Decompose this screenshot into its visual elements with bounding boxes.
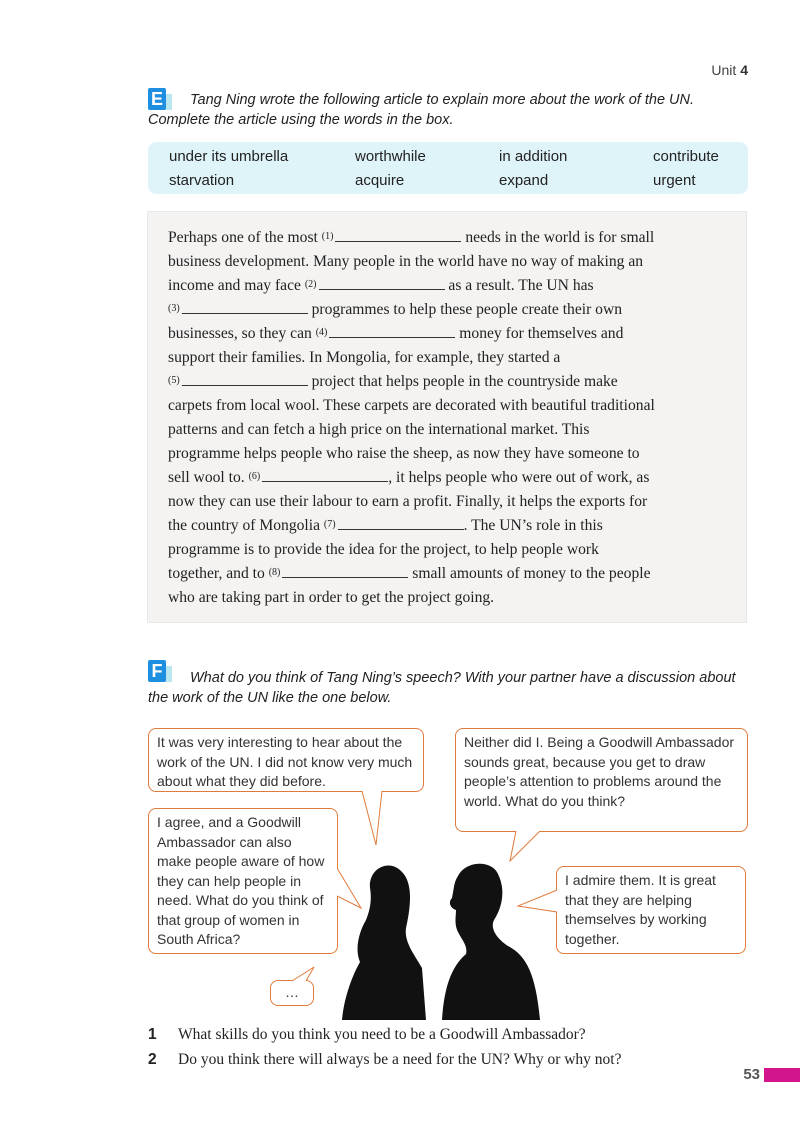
speech-bubble-1	[148, 728, 424, 792]
text: Perhaps one of the most	[168, 229, 318, 246]
text: programmes to help these people create their own	[311, 301, 623, 318]
question-text: What skills do you think you need to be a Goodwill Ambassador?	[178, 1026, 586, 1043]
word-item: contribute	[653, 148, 719, 165]
blank-7[interactable]	[338, 516, 464, 530]
instruction-line: Tang Ning wrote the following article to explain more about the work of the UN.	[190, 92, 695, 108]
page-accent-bar	[764, 1068, 800, 1082]
speech-bubble-5	[270, 980, 314, 1006]
text: carpets from local wool. These carpets are decorated with beautiful traditional	[168, 397, 655, 414]
word-item: under its umbrella	[169, 148, 289, 165]
text: now they can use their labour to earn a profit. Finally, it helps the exports for	[168, 493, 648, 510]
bubble-tail-5	[288, 966, 318, 982]
unit-label	[711, 62, 748, 78]
instruction-line: Complete the article using the words in the box.	[148, 112, 454, 128]
text: income and may face	[168, 277, 301, 294]
bubble-tail-3	[337, 868, 365, 912]
article-text	[168, 226, 728, 610]
text: programme helps people who raise the sheep, as now they have someone to	[168, 445, 640, 462]
blank-8[interactable]	[282, 564, 408, 578]
man-silhouette	[442, 864, 540, 1020]
question-number: 1	[148, 1026, 157, 1043]
section-e-letter: E	[150, 89, 163, 109]
text: , it helps people who were out of work, as	[388, 469, 650, 486]
blank-3[interactable]	[182, 300, 308, 314]
instruction-line: the work of the UN like the one below.	[148, 690, 392, 706]
blank-5[interactable]	[182, 372, 308, 386]
text: patterns and can fetch a high price on the international market. This	[168, 421, 590, 438]
section-f-letter: F	[151, 661, 163, 681]
word-item: worthwhile	[355, 148, 426, 165]
word-box	[148, 142, 748, 194]
instruction-line: What do you think of Tang Ning’s speech? With your partner have a discussion about	[190, 670, 736, 686]
word-item: in addition	[499, 148, 568, 165]
text: support their families. In Mongolia, for example, they started a	[168, 349, 561, 366]
speech-bubble-4	[556, 866, 746, 954]
text: businesses, so they can	[168, 325, 312, 342]
bubble-tail-4	[516, 890, 558, 922]
question-text: Do you think there will always be a need for the UN? Why or why not?	[178, 1051, 622, 1068]
unit-number: 4	[740, 62, 748, 78]
blank-number: (4)	[315, 327, 328, 338]
blank-6[interactable]	[262, 468, 388, 482]
blank-2[interactable]	[319, 276, 445, 290]
bubble-text: …	[285, 984, 299, 1000]
word-item: expand	[499, 172, 549, 189]
text: project that helps people in the countryside make	[311, 373, 618, 390]
bubble-tail-2	[506, 831, 546, 865]
blank-4[interactable]	[329, 324, 455, 338]
text: needs in the world is for small	[465, 229, 655, 246]
text: sell wool to.	[168, 469, 245, 486]
speech-bubble-3	[148, 808, 338, 954]
blank-number: (3)	[168, 303, 180, 314]
blank-number: (7)	[323, 519, 336, 530]
page-number: 53	[743, 1066, 760, 1083]
text: . The UN’s role in this	[463, 517, 603, 534]
question-number: 2	[148, 1051, 157, 1068]
word-item: urgent	[653, 172, 696, 189]
blank-1[interactable]	[335, 228, 461, 242]
blank-number: (6)	[248, 471, 261, 482]
bubble-tail-1	[360, 791, 386, 851]
section-f-instructions	[148, 668, 736, 708]
speech-bubble-2	[455, 728, 748, 832]
bubble-text: I agree, and a Goodwill Ambassador can also make people aware of how they can help people in need. What do you think of that group of women in South Africa?	[157, 814, 325, 947]
section-e-instructions	[148, 90, 694, 130]
text: who are taking part in order to get the project going.	[168, 589, 495, 606]
text: as a result. The UN has	[448, 277, 594, 294]
unit-text: Unit	[711, 62, 737, 78]
word-item: acquire	[355, 172, 405, 189]
word-item: starvation	[169, 172, 235, 189]
text: programme is to provide the idea for the project, to help people work	[168, 541, 599, 558]
blank-number: (5)	[168, 375, 180, 386]
blank-number: (8)	[268, 567, 281, 578]
text: business development. Many people in the world have no way of making an	[168, 253, 644, 270]
blank-number: (1)	[321, 231, 334, 242]
bubble-text: It was very interesting to hear about the work of the UN. I did not know very much about what they did before.	[157, 734, 413, 789]
text: the country of Mongolia	[168, 517, 321, 534]
bubble-text: I admire them. It is great that they are helping themselves by working together.	[565, 872, 716, 947]
article-panel	[148, 212, 746, 622]
blank-number: (2)	[304, 279, 317, 290]
text: small amounts of money to the people	[412, 565, 651, 582]
text: together, and to	[168, 565, 265, 582]
bubble-text: Neither did I. Being a Goodwill Ambassador sounds great, because you get to draw people’s attention to problems around the world. What do you think?	[464, 734, 735, 809]
text: money for themselves and	[459, 325, 624, 342]
